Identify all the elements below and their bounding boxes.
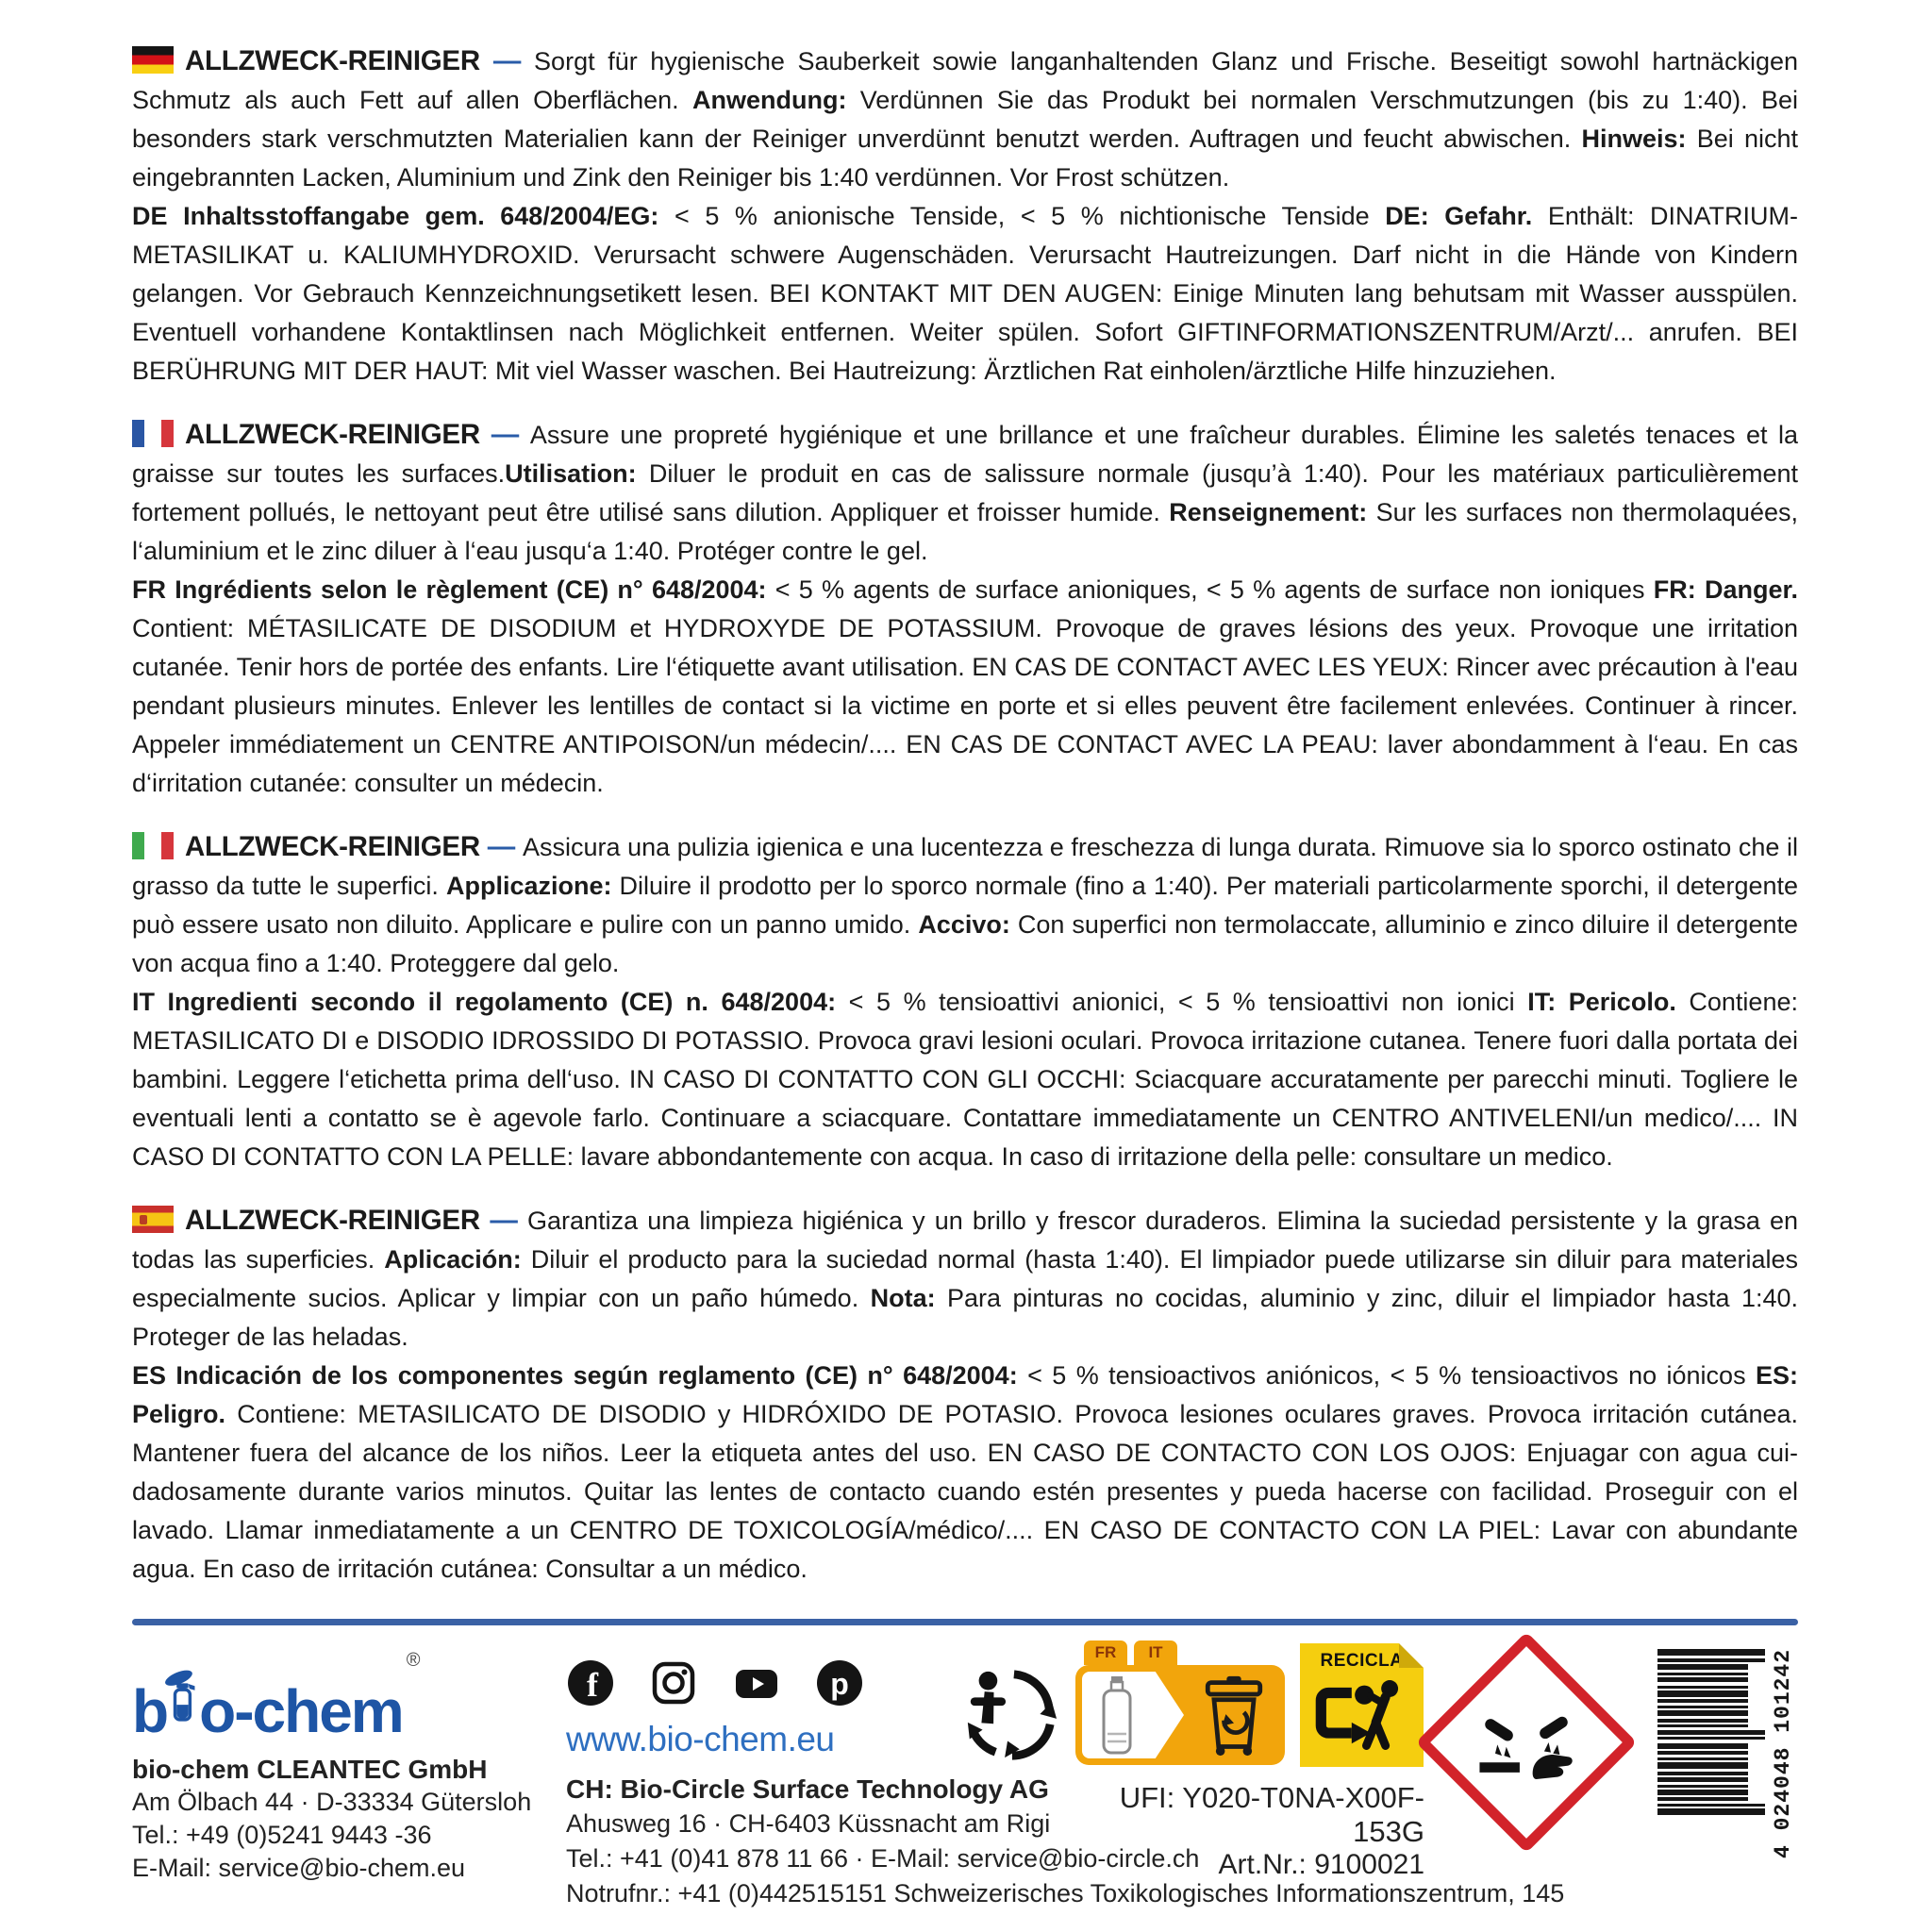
- flag-italy-icon: [132, 832, 174, 859]
- spanish-hazard-statement: [132, 1357, 1798, 1589]
- italian-hazard-text: IT Ingredienti secondo il regolamento (CE) n. 648/2004: < 5 % tensioattivi anionici, < 5 % tensioattivi non ionici IT: Pericolo. Contiene: METASILICATO DI e DISODIO IDROSSIDO DI POTASSIO. Provoca gravi lesioni oculari. Provoca irritazione cutanea. Tenere fuori dalla portata dei bambini. Leggere l‘etichetta prima dell‘uso. IN CASO DI CONTATTO CON GLI OCCHI: Sciacquare accuratamente per parecchi minuti. Togliere le eventuali lenti a contatto se è agevole farlo. Continuare a sciacquare. Contattare immediatamente un CENTRO ANTIVELENI/un medico/.... IN CASO DI CONTATTO CON LA PELLE: lavare abbondantemente con acqua. In caso di irritazione della pelle: consultare un medico.: [132, 988, 1798, 1171]
- bottle-panel: [1082, 1672, 1184, 1758]
- barcode-number: 4 024048 101242: [1771, 1648, 1795, 1858]
- recicla-label: RECICLA: [1320, 1651, 1404, 1671]
- company-ch-emergency: Notrufnr.: +41 (0)442515151 Schweizerisches Toxikologisches Informationszentrum, 145: [566, 1879, 1565, 1907]
- german-hazard-text: DE Inhaltsstoffangabe gem. 648/2004/EG: < 5 % anionische Tenside, < 5 % nichtionische Tenside DE: Gefahr. Enthält: DINATRIUM-METASILIKAT u. KALIUMHYDROXID. Verursacht schwere Augenschäden. Verursacht Hautreizungen. Darf nicht in die Hände von Kindern gelangen. Vor Gebrauch Kennzeichnungsetikett lesen. BEI KONTAKT MIT DEN AUGEN: Einige Minuten lang behutsam mit Wasser ausspülen. Eventuell vorhandene Kontaktlinsen nach Möglichkeit entfernen. Weiter spülen. Sofort GIFTINFORMATIONSZENTRUM/Arzt/... anrufen. BEI BERÜHRUNG MIT DER HAUT: Mit viel Wasser waschen. Bei Hautreizung: Ärztlichen Rat einholen/ärztliche Hilfe hinzuziehen.: [132, 202, 1799, 385]
- registered-trademark: ®: [406, 1650, 421, 1671]
- fr-it-sign-body: [1075, 1665, 1285, 1765]
- fr-it-sorting-sign: [1075, 1641, 1285, 1765]
- company-de-tel: Tel.: +49 (0)5241 9443 -36: [132, 1821, 432, 1849]
- manufacturer-block: [132, 1651, 557, 1885]
- plastic-bottle-icon: [1099, 1675, 1135, 1755]
- section-spanish: [132, 1201, 1798, 1589]
- flag-germany-icon: [132, 46, 174, 74]
- recicla-sign: [1300, 1643, 1424, 1767]
- company-de-name: bio-chem CLEANTEC GmbH: [132, 1755, 488, 1784]
- ean-barcode: [1657, 1648, 1795, 1858]
- company-ch-street: Ahusweg 16 · CH-6403 Küssnacht am Rigi: [566, 1809, 1051, 1838]
- spanish-description: [132, 1201, 1798, 1357]
- youtube-icon: [732, 1658, 781, 1707]
- spray-bottle-leaf-icon: [167, 1651, 199, 1741]
- instagram-icon: [649, 1658, 698, 1707]
- bio-chem-logo: [132, 1650, 557, 1745]
- spanish-description-text: ALLZWECK-REINIGER — Garantiza una limpieza higiénica y un brillo y frescor duraderos. Elimina la suciedad persistente y la grasa en todas las superficies. Aplicación: Diluir el producto para la suciedad normal (hasta 1:40). El limpiador puede utilizarse sin diluir para materiales especialmente sucios. Aplicar y limpiar con un paño húmedo. Nota: Para pinturas no cocidas, aluminio y zinc, diluir el limpiador hasta 1:40. Proteger de las heladas.: [132, 1205, 1798, 1351]
- fr-tab: FR: [1084, 1641, 1127, 1665]
- it-tab: IT: [1134, 1641, 1177, 1665]
- company-de-email: E-Mail: service@bio-chem.eu: [132, 1854, 466, 1882]
- recycling-bin-icon: [1194, 1674, 1274, 1757]
- french-hazard-text: FR Ingrédients selon le règlement (CE) n° 648/2004: < 5 % agents de surface anioniques, < 5 % agents de surface non ioniques FR: Danger. Contient: MÉTASILICATE DE DISODIUM et HYDROXYDE DE POTASSIUM. Provoque de graves lésions des yeux. Provoque une irritation cutanée. Tenir hors de portée des enfants. Lire l‘étiquette avant utilisation. EN CAS DE CONTACT AVEC LES YEUX: Rincer avec précaution à l'eau pendant plusieurs minutes. Enlever les lentilles de contact si la victime en porte et si elles peuvent être facilement enlevées. Continuer à rincer. Appeler immédiatement un CENTRE ANTIPOISON/un médecin/.... EN CAS DE CONTACT AVEC LA PEAU: laver abondamment à l‘eau. En cas d‘irritation cutanée: consulter un médecin.: [132, 575, 1798, 797]
- flag-spain-icon: [132, 1206, 174, 1233]
- triman-recycling-icon: [960, 1665, 1058, 1763]
- logo-text-left: b: [132, 1677, 168, 1745]
- french-description: [132, 415, 1798, 571]
- french-hazard-statement: [132, 571, 1798, 803]
- product-identifiers: [1075, 1781, 1424, 1881]
- french-description-text: ALLZWECK-REINIGER — Assure une propreté hygiénique et une brillance et une fraîcheur durables. Élimine les saletés tenaces et la graisse sur toutes les surfaces.Utilisation: Diluer le produit en cas de salissure normale (jusqu’à 1:40). Pour les matériaux particulièrement fortement pollués, le nettoyant peut être utilisé sans dilution. Appliquer et froisser humide. Renseignement: Sur les surfaces non thermolaquées, l‘aluminium et le zinc diluer à l‘eau jusqu‘a 1:40. Protéger contre le gel.: [132, 419, 1799, 565]
- section-german: [132, 42, 1798, 391]
- facebook-icon: [566, 1658, 615, 1707]
- german-description: [132, 42, 1798, 197]
- italian-description: [132, 827, 1798, 983]
- spanish-hazard-text: ES Indicación de los componentes según reglamento (CE) n° 648/2004: < 5 % tensioactivos aniónicos, < 5 % tensioactivos no iónicos ES: Peligro. Contiene: METASILICATO DE DISODIO y HIDRÓXIDO DE POTASIO. Provoca lesiones oculares graves. Provoca irritación cutánea. Mantener fuera del alcance de los niños. Leer la etiqueta antes del uso. EN CASO DE CONTACTO CON LOS OJOS: Enjuagar con agua cuidadosamente durante varios minutos. Quitar las lentes de contacto cuando estén presentes y pueda hacerse con facilidad. Proseguir con el lavado. Llamar inmediatamente a un CENTRO DE TOXICOLOGÍA/médico/.... EN CASO DE CONTACTO CON LA PIEL: Lavar con abundante agua. En caso de irritación cutánea: Consultar a un médico.: [132, 1361, 1799, 1583]
- multilingual-text: [132, 42, 1798, 1613]
- german-hazard-statement: [132, 197, 1798, 391]
- company-de-street: Am Ölbach 44 · D-33334 Gütersloh: [132, 1788, 532, 1816]
- italian-description-text: ALLZWECK-REINIGER — Assicura una pulizia igienica e una lucentezza e freschezza di lunga durata. Rimuove sia lo sporco ostinato che il grasso da tutte le superfici. Applicazione: Diluire il prodotto per lo sporco normale (fino a 1:40). Per materiali particolarmente sporchi, il detergente può essere usato non diluito. Applicare e pulire con un panno umido. Accivo: Con superfici non termolaccate, alluminio e zinco diluire il detergente von acqua fino a 1:40. Proteggere dal gelo.: [132, 831, 1799, 977]
- pinterest-icon: [815, 1658, 864, 1707]
- tidyman-recycle-icon: [1309, 1675, 1415, 1755]
- logo-text-right: o-chem: [199, 1677, 403, 1745]
- company-de-address: [132, 1753, 557, 1885]
- svg-text:p: p: [830, 1667, 849, 1701]
- article-number: Art.Nr.: 9100021: [1218, 1849, 1424, 1880]
- fr-it-tabs: [1084, 1641, 1285, 1665]
- section-french: [132, 415, 1798, 803]
- svg-text:f: f: [587, 1666, 598, 1704]
- section-italian: [132, 827, 1798, 1176]
- footer-divider: [132, 1619, 1798, 1625]
- italian-hazard-statement: [132, 983, 1798, 1176]
- ghs05-graphic: [1458, 1674, 1594, 1810]
- website-url: www.bio-chem.eu: [566, 1720, 835, 1758]
- company-ch-tel: Tel.: +41 (0)41 878 11 66 · E-Mail: service@bio-circle.ch: [566, 1844, 1200, 1873]
- german-description-text: ALLZWECK-REINIGER — Sorgt für hygienische Sauberkeit sowie langanhaltenden Glanz und Frische. Beseitigt sowohl hartnäckigen Schmutz als auch Fett auf allen Oberflächen. Anwendung: Verdünnen Sie das Produkt bei normalen Verschmutzungen (bis zu 1:40). Bei besonders stark verschmutzten Materialien kann der Reiniger unverdünnt benutzt werden. Auftragen und feucht abwischen. Hinweis: Bei nicht eingebrannten Lacken, Aluminium und Zink den Reiniger bis 1:40 verdünnen. Vor Frost schützen.: [132, 45, 1798, 192]
- flag-france-icon: [132, 420, 174, 447]
- company-ch-name: CH: Bio-Circle Surface Technology AG: [566, 1774, 1049, 1804]
- ufi-code: UFI: Y020-T0NA-X00F-153G: [1119, 1781, 1424, 1848]
